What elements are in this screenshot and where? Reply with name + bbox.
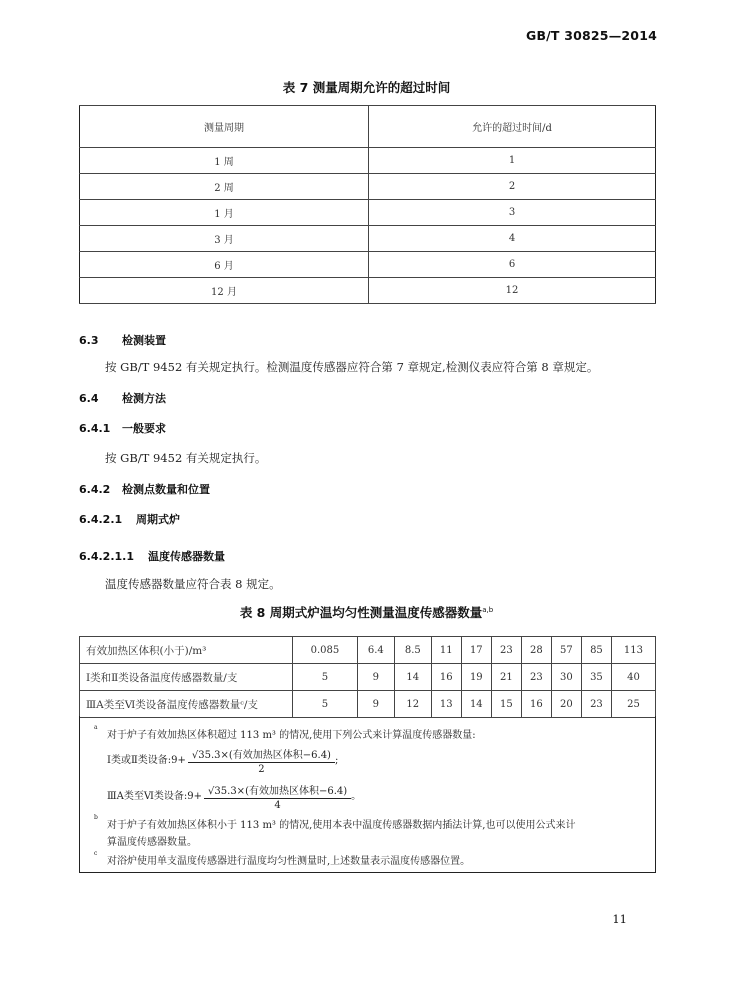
table-cell: 2 周: [80, 174, 369, 200]
formula-class-3a-6: [107, 782, 361, 811]
table-cell: 85: [581, 637, 611, 664]
table-cell: 14: [394, 664, 431, 691]
footnote-text: 对于炉子有效加热区体积超过 113 m³ 的情况,使用下列公式来计算温度传感器数量:: [107, 730, 476, 741]
section-heading-6-4-2-1-1: [79, 548, 225, 564]
footnote-b-continued: 算温度传感器数量。: [107, 837, 197, 848]
table8-notes: [79, 716, 656, 873]
table8-caption: [0, 603, 733, 621]
paragraph: 按 GB/T 9452 有关规定执行。检测温度传感器应符合第 7 章规定,检测仪表应符合第 8 章规定。: [105, 360, 599, 374]
table8: [79, 636, 656, 718]
section-heading-6-4: [79, 390, 166, 406]
table-cell: 9: [357, 691, 394, 718]
formula-suffix: ;: [334, 755, 339, 766]
table-cell: 6 月: [80, 252, 369, 278]
table-row: [80, 252, 656, 278]
table-cell: 1 月: [80, 200, 369, 226]
formula-denominator: 4: [274, 800, 281, 811]
table-cell: 19: [461, 664, 491, 691]
formula-prefix: Ⅰ类或Ⅱ类设备:9+: [107, 755, 186, 766]
table-cell: 8.5: [394, 637, 431, 664]
section-title: 检测方法: [122, 392, 166, 405]
table-cell: 28: [521, 637, 551, 664]
table-cell: 5: [293, 691, 358, 718]
page-number: 11: [612, 912, 627, 926]
section-heading-6-4-2-1: [79, 511, 180, 527]
table-cell: 25: [611, 691, 655, 718]
section-title: 周期式炉: [136, 513, 180, 526]
table-cell: 12 月: [80, 278, 369, 304]
table7-header-cell: 允许的超过时间/d: [369, 106, 656, 148]
table-cell: 13: [431, 691, 461, 718]
table-cell: 1 周: [80, 148, 369, 174]
formula-suffix: 。: [351, 791, 362, 802]
table-cell: 17: [461, 637, 491, 664]
table-cell: 6.4: [357, 637, 394, 664]
section-number: 6.4.2.1: [79, 513, 123, 526]
table-cell: 113: [611, 637, 655, 664]
table-cell: 40: [611, 664, 655, 691]
standard-number: GB/T 30825—2014: [525, 28, 657, 43]
section-title: 检测点数量和位置: [122, 483, 210, 496]
table-cell: 23: [491, 637, 521, 664]
table-cell: 35: [581, 664, 611, 691]
section-heading-6-3: [79, 332, 166, 348]
section-title: 温度传感器数量: [148, 550, 225, 563]
table-cell: 3: [369, 200, 656, 226]
section-number: 6.4.2: [79, 483, 111, 496]
section-heading-6-4-2: [79, 481, 210, 497]
table7-header-row: [80, 106, 656, 148]
table-row: [80, 664, 656, 691]
section-title: 检测装置: [122, 334, 166, 347]
table-cell: 23: [521, 664, 551, 691]
formula-prefix: ⅢA类至Ⅵ类设备:9+: [107, 791, 203, 802]
row-label: 有效加热区体积(小于)/m³: [80, 637, 293, 664]
formula-denominator: 2: [258, 764, 265, 775]
footnote-b: [94, 814, 576, 831]
table-row: [80, 278, 656, 304]
footnote-text: 对于炉子有效加热区体积小于 113 m³ 的情况,使用本表中温度传感器数据内插法计算,也可以使用公式来计: [107, 820, 576, 831]
table-cell: 3 月: [80, 226, 369, 252]
table-cell: 5: [293, 664, 358, 691]
table-cell: 6: [369, 252, 656, 278]
table-cell: 12: [369, 278, 656, 304]
table-row: [80, 637, 656, 664]
footnote-text: 对浴炉使用单支温度传感器进行温度均匀性测量时,上述数量表示温度传感器位置。: [107, 856, 471, 867]
formula-numerator: √35.3×(有效加热区体积−6.4): [188, 746, 335, 763]
footnote-mark: a: [94, 724, 98, 731]
table-cell: 30: [551, 664, 581, 691]
paragraph: 按 GB/T 9452 有关规定执行。: [105, 451, 267, 465]
table-cell: 15: [491, 691, 521, 718]
row-label: Ⅰ类和Ⅱ类设备温度传感器数量/支: [80, 664, 293, 691]
section-title: 一般要求: [122, 422, 166, 435]
footnote-c: [94, 850, 471, 867]
table-cell: 2: [369, 174, 656, 200]
table7: [79, 105, 656, 304]
table-cell: 12: [394, 691, 431, 718]
table-cell: 1: [369, 148, 656, 174]
caption-text: 表 8 周期式炉温均匀性测量温度传感器数量: [239, 605, 483, 620]
table-row: [80, 226, 656, 252]
section-number: 6.3: [79, 334, 99, 347]
table-cell: 4: [369, 226, 656, 252]
table-cell: 9: [357, 664, 394, 691]
section-number: 6.4.1: [79, 422, 111, 435]
footnote-mark: b: [94, 814, 98, 821]
row-label: ⅢA类至Ⅵ类设备温度传感器数量ᶜ/支: [80, 691, 293, 718]
table7-caption: 表 7 测量周期允许的超过时间: [282, 80, 451, 95]
formula-fraction: [204, 782, 351, 811]
section-number: 6.4.2.1.1: [79, 550, 134, 563]
table-cell: 21: [491, 664, 521, 691]
table-row: [80, 148, 656, 174]
footnote-a: [94, 724, 476, 741]
section-heading-6-4-1: [79, 420, 166, 436]
formula-numerator: √35.3×(有效加热区体积−6.4): [204, 782, 351, 799]
table-cell: 0.085: [293, 637, 358, 664]
table-row: [80, 200, 656, 226]
formula-class-1-2: [107, 746, 338, 775]
footnote-mark: c: [94, 850, 98, 857]
table-row: [80, 174, 656, 200]
table-row: [80, 691, 656, 718]
table-cell: 16: [431, 664, 461, 691]
section-number: 6.4: [79, 392, 99, 405]
table-cell: 16: [521, 691, 551, 718]
table-cell: 14: [461, 691, 491, 718]
formula-fraction: [188, 746, 335, 775]
table-cell: 23: [581, 691, 611, 718]
table-cell: 20: [551, 691, 581, 718]
table7-header-cell: 测量周期: [80, 106, 369, 148]
table-cell: 57: [551, 637, 581, 664]
table-cell: 11: [431, 637, 461, 664]
paragraph: 温度传感器数量应符合表 8 规定。: [105, 577, 281, 591]
caption-footnote-marks: a,b: [482, 605, 494, 614]
